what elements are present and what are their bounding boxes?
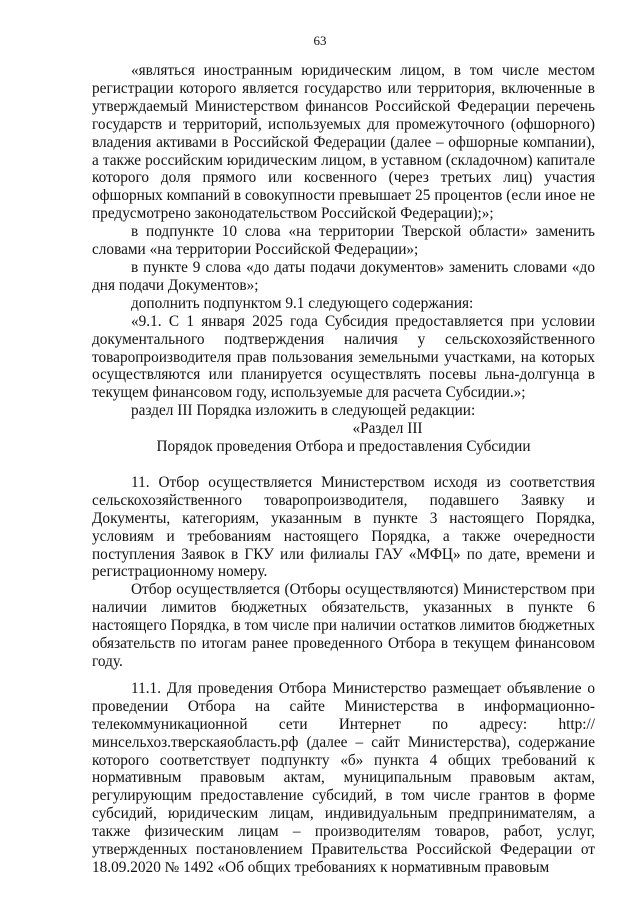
paragraph: «являться иностранным юридическим лицом, в том числе местом регистрации которого является государство или территория, включенные в утверждаемый Министерством финансов Российской Федерации перечень государств и территорий, используемых для промежуточного (офшорного) владения активами в Российской Федерации (далее – офшорные компании), а также российским юридическим лицом, в уставном (складочном) капитале которого доля прямого или косвенного (через третьих лиц) участия офшорных компаний в совокупности превышает 25 процентов (если иное не предусмотрено законодательством Российской Федерации);»; — [92, 62, 595, 223]
section-title: Порядок проведения Отбора и предоставления Субсидии — [156, 438, 531, 456]
paragraph: 11. Отбор осуществляется Министерством исходя из соответствия сельскохозяйственного товаропроизводителя, подавшего Заявку и Документы, категориям, указанным в пункте 3 настоящего Порядка, условиям и требованиям настоящего Порядка, а также очередности поступления Заявок в ГКУ или филиалы ГАУ «МФЦ» по дате, времени и регистрационному номеру. — [92, 473, 595, 581]
paragraph: 11.1. Для проведения Отбора Министерство размещает объявление о проведении Отбора на сайте Министерства в информационно-телекоммуникационной сети Интернет по адресу: http://минсельхоз.тверскаяобласть.рф (далее – сайт Министерства), содержание которого соответствует подпункту «б» пункта 4 общих требований к нормативным правовым актам, муниципальным правовым актам, регулирующим предоставление субсидий, в том числе грантов в форме субсидий, юридическим лицам, индивидуальным предпринимателям, а также физическим лицам – производителям товаров, работ, услуг, утвержденных постановлением Правительства Российской Федерации от 18.09.2020 № 1492 «Об общих требованиях к нормативным правовым — [92, 679, 595, 876]
paragraph: дополнить подпунктом 9.1 следующего содержания: — [131, 294, 474, 312]
section-label: «Раздел III — [352, 420, 423, 438]
spacer — [92, 671, 595, 680]
document-body — [92, 62, 595, 877]
page-number: 63 — [313, 33, 327, 48]
paragraph: Отбор осуществляется (Отборы осуществляются) Министерством при наличии лимитов бюджетных обязательств, указанных в пункте 6 настоящего Порядка, в том числе при наличии остатков лимитов бюджетных обязательств по итогам ранее проведенного Отбора в текущем финансовом году. — [92, 581, 595, 670]
spacer — [92, 456, 595, 474]
paragraph: в подпункте 10 слова «на территории Тверской области» заменить словами «на территории Российской Федерации»; — [92, 223, 595, 259]
paragraph: «9.1. С 1 января 2025 года Субсидия предоставляется при условии документального подтверждения наличия у сельскохозяйственного товаропроизводителя прав пользования земельными участками, на которых осуществляются или планируется осуществлять посевы льна-долгунца в текущем финансовом году, используемые для расчета Субсидии.»; — [92, 312, 595, 402]
paragraph: в пункте 9 слова «до даты подачи документов» заменить словами «до дня подачи Документов»; — [92, 258, 595, 294]
paragraph: раздел III Порядка изложить в следующей редакции: — [131, 402, 476, 420]
